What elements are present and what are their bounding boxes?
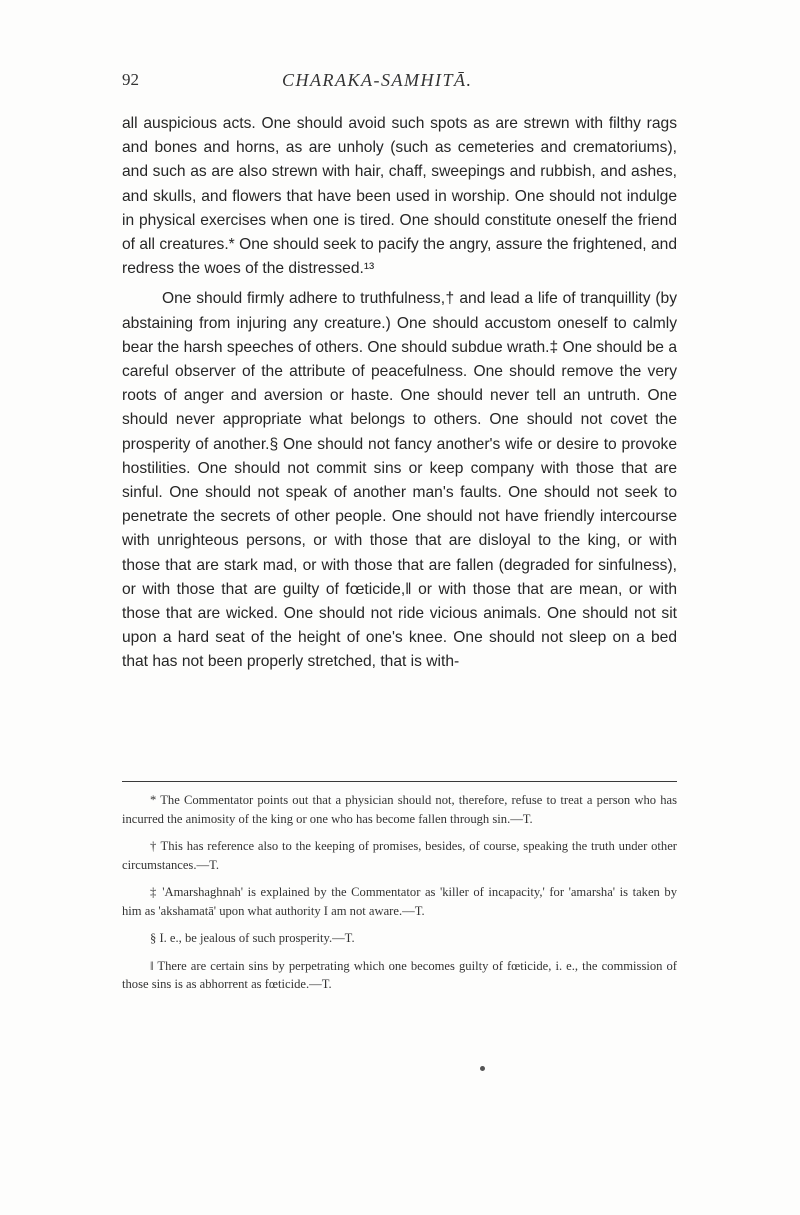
running-title: CHARAKA-SAMHITĀ. [282, 70, 473, 90]
ink-speck [480, 1066, 485, 1071]
paragraph: One should firmly adhere to truthfulness,† and lead a life of tranquillity (by abstaining from injuring any creature.) One should accustom oneself to calmly bear the harsh speeches of others. One should subdue wrath.‡ One should be a careful observer of the attribute of peacefulness. One should remove the very roots of anger and aversion or haste. One should never tell an untruth. One should never appropriate what belongs to others. One should not covet the prosperity of another.§ One should not fancy another's wife or desire to provoke hostilities. One should not commit sins or keep company with those that are sinful. One should not speak of another man's faults. One should not seek to penetrate the secrets of other people. One should not have friendly intercourse with unrighteous persons, or with those that are disloyal to the king, or with those that are stark mad, or with those that are fallen (degraded for sinfulness), or with those that are guilty of fœticide,‖ or with those that are mean, or with those that are wicked. One should not ride vicious animals. One should not sit upon a hard seat of the height of one's knee. One should not sleep on a bed that has not been properly stretched, that is with- [122, 290, 677, 671]
footnotes [122, 791, 677, 1003]
footnote-parallel: ‖ There are certain sins by perpetrating which one becomes guilty of fœticide, i. e., the commission of those sins is as abhorrent as fœticide.—T. [122, 958, 677, 991]
footnote-section: § I. e., be jealous of such prosperity.—T. [150, 931, 355, 945]
page-number: 92 [122, 70, 139, 89]
main-text [122, 112, 677, 675]
paragraph-continued: all auspicious acts. One should avoid such spots as are strewn with filthy rags and bones and horns, as are unholy (such as cemeteries and crematoriums), and such as are also strewn with hair, chaff, sweepings and rubbish, and ashes, and skulls, and flowers that have been used in worship. One should not indulge in physical exercises when one is tired. One should constitute oneself the friend of all creatures.* One should seek to pacify the angry, assure the frightened, and redress the woes of the distressed.¹³ [122, 115, 677, 278]
footnote-dagger: † This has reference also to the keeping of promises, besides, of course, speaking the truth under other circumstances.—T. [122, 839, 677, 872]
footnote-asterisk: * The Commentator points out that a physician should not, therefore, refuse to treat a person who has incurred the animosity of the king or one who has become fallen through sin.—T. [122, 793, 677, 826]
footnote-divider [122, 781, 677, 782]
page-header [122, 70, 677, 100]
footnote-double-dagger: ‡ 'Amarshaghnah' is explained by the Commentator as 'killer of incapacity,' for 'amarsha' is taken by him as 'akshamatā' upon what authority I am not aware.—T. [122, 885, 677, 918]
